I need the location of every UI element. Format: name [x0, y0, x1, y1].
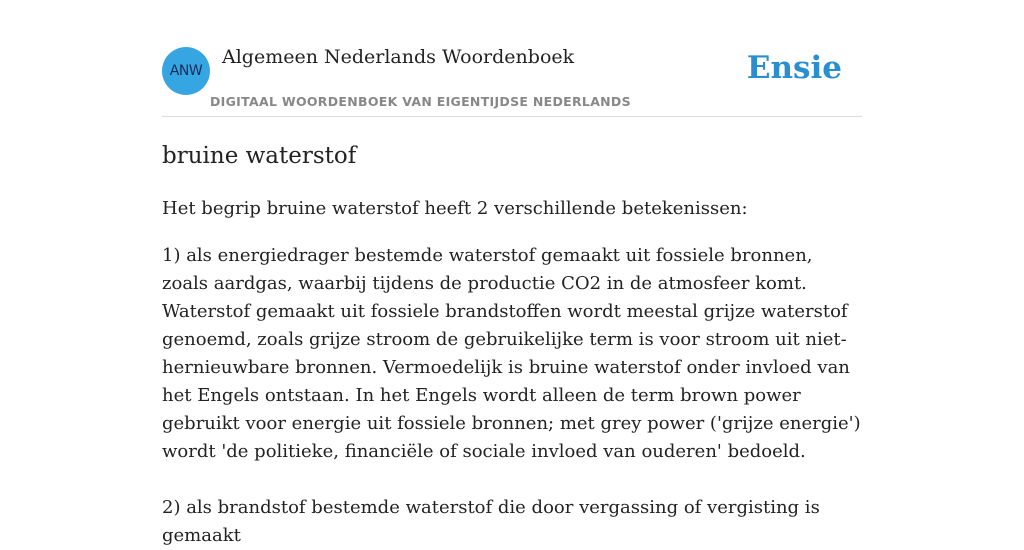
site-subtitle: DIGITAAL WOORDENBOEK VAN EIGENTIJDSE NEDERLANDS [210, 94, 631, 109]
meaning-2-definition: 2) als brandstof bestemde waterstof die door vergassing of vergisting is gemaakt [162, 497, 820, 546]
ensie-brand-link[interactable]: Ensie [746, 50, 842, 86]
meaning-1-explanation: Waterstof gemaakt uit fossiele brandstoffen wordt meestal grijze waterstof genoemd, zoals grijze stroom de gebruikelijke term is voor stroom uit niet-hernieuwbare bronnen. Vermoedelijk is bruine waterstof onder invloed van het Engels ontstaan. In het Engels wordt alleen de term brown power gebruikt voor energie uit fossiele bronnen; met grey power ('grijze energie') wordt 'de politieke, financiële of sociale invloed van ouderen' bedoeld. [162, 301, 861, 462]
page [162, 0, 862, 546]
meaning-1-definition: 1) als energiedrager bestemde waterstof gemaakt uit fossiele bronnen, zoals aardgas, waarbij tijdens de productie CO2 in de atmosfeer komt. [162, 245, 813, 294]
anw-logo[interactable] [162, 47, 210, 95]
spacer [162, 466, 862, 494]
entry-title: bruine waterstof [162, 143, 357, 169]
logo-text: ANW [169, 63, 203, 79]
entry-intro: Het begrip bruine waterstof heeft 2 verschillende betekenissen: [162, 198, 748, 219]
site-title[interactable]: Algemeen Nederlands Woordenboek [222, 46, 575, 68]
site-header [162, 0, 862, 117]
meanings-list [162, 242, 862, 550]
